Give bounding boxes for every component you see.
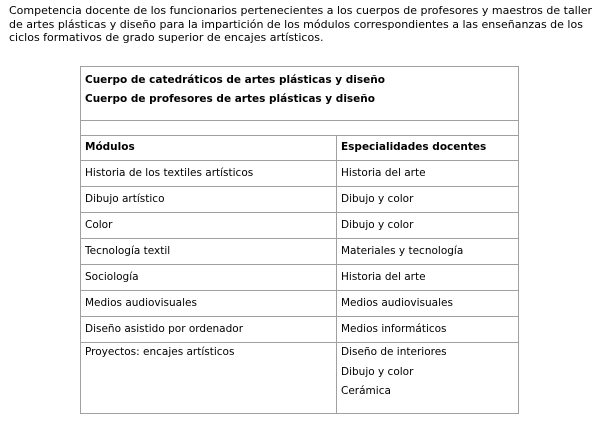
column-header-modules: Módulos bbox=[81, 136, 337, 161]
module-cell: Historia de los textiles artísticos bbox=[81, 161, 337, 187]
table-row bbox=[81, 265, 519, 291]
competency-table bbox=[80, 66, 519, 414]
table-row bbox=[81, 161, 519, 187]
module-label: Proyectos: encajes artísticos bbox=[85, 346, 235, 358]
specialty-cell: Medios informáticos bbox=[337, 317, 519, 343]
module-cell: Diseño asistido por ordenador bbox=[81, 317, 337, 343]
specialty-cell bbox=[337, 343, 519, 414]
module-cell: Sociología bbox=[81, 265, 337, 291]
module-cell: Dibujo artístico bbox=[81, 187, 337, 213]
module-cell: Tecnología textil bbox=[81, 239, 337, 265]
module-cell: Medios audiovisuales bbox=[81, 291, 337, 317]
intro-paragraph: Competencia docente de los funcionarios pertenecientes a los cuerpos de profesores y maestros de taller de artes plásticas y diseño para la impartición de los módulos correspondientes a las enseñanzas de los ciclos formativos de grado superior de encajes artísticos. bbox=[9, 4, 593, 44]
header-line-profesores: Cuerpo de profesores de artes plásticas y diseño bbox=[85, 93, 375, 105]
table-row bbox=[81, 213, 519, 239]
table-row bbox=[81, 239, 519, 265]
header-line-catedraticos: Cuerpo de catedráticos de artes plásticas y diseño bbox=[85, 74, 385, 86]
specialty-label: Cerámica bbox=[341, 385, 391, 397]
bodies-header-cell bbox=[81, 67, 519, 121]
specialty-label: Dibujo y color bbox=[341, 365, 414, 378]
table-row bbox=[81, 343, 519, 414]
table-header-row bbox=[81, 67, 519, 121]
column-header-specialties: Especialidades docentes bbox=[337, 136, 519, 161]
specialty-cell: Historia del arte bbox=[337, 265, 519, 291]
specialty-cell: Dibujo y color bbox=[337, 187, 519, 213]
table-row bbox=[81, 291, 519, 317]
specialty-cell: Materiales y tecnología bbox=[337, 239, 519, 265]
column-header-row bbox=[81, 136, 519, 161]
table-row bbox=[81, 317, 519, 343]
module-cell: Color bbox=[81, 213, 337, 239]
specialty-label: Diseño de interiores bbox=[341, 346, 447, 358]
module-cell bbox=[81, 343, 337, 414]
specialty-cell: Dibujo y color bbox=[337, 213, 519, 239]
specialty-cell: Historia del arte bbox=[337, 161, 519, 187]
specialty-cell: Medios audiovisuales bbox=[337, 291, 519, 317]
table-row bbox=[81, 187, 519, 213]
spacer-row bbox=[81, 121, 519, 136]
spacer-cell bbox=[81, 121, 519, 136]
